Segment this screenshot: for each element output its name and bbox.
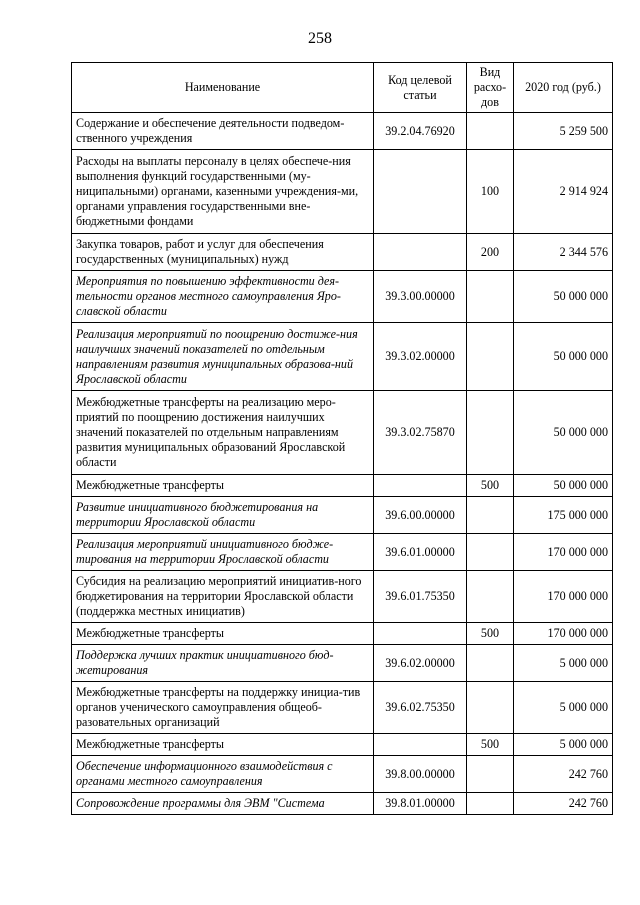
table-body	[72, 113, 613, 815]
row-type-cell	[467, 323, 514, 391]
table-row	[72, 645, 613, 682]
row-name-cell: Мероприятия по повышению эффективности дея-тельности органов местного самоуправления Яро-славской области	[72, 271, 374, 323]
row-type-cell	[467, 793, 514, 815]
row-code-cell: 39.8.01.00000	[374, 793, 467, 815]
row-code-cell: 39.6.01.75350	[374, 571, 467, 623]
row-amount-cell: 50 000 000	[514, 391, 613, 475]
table-row	[72, 571, 613, 623]
row-amount-cell: 242 760	[514, 793, 613, 815]
row-amount-cell: 175 000 000	[514, 497, 613, 534]
row-code-cell: 39.2.04.76920	[374, 113, 467, 150]
page-number: 258	[308, 30, 332, 47]
row-name-cell: Содержание и обеспечение деятельности подведом-ственного учреждения	[72, 113, 374, 150]
header-amount: 2020 год (руб.)	[514, 63, 613, 113]
table-row	[72, 734, 613, 756]
table-row	[72, 756, 613, 793]
table-row	[72, 271, 613, 323]
row-code-cell: 39.8.00.00000	[374, 756, 467, 793]
row-name-cell: Обеспечение информационного взаимодействия с органами местного самоуправления	[72, 756, 374, 793]
row-amount-cell: 170 000 000	[514, 623, 613, 645]
row-type-cell	[467, 682, 514, 734]
table-row	[72, 391, 613, 475]
row-type-cell	[467, 391, 514, 475]
row-code-cell: 39.6.01.00000	[374, 534, 467, 571]
table-row	[72, 623, 613, 645]
row-code-cell: 39.3.02.00000	[374, 323, 467, 391]
row-amount-cell: 50 000 000	[514, 475, 613, 497]
row-amount-cell: 5 259 500	[514, 113, 613, 150]
row-name-cell: Реализация мероприятий по поощрению достиже-ния наилучших значений показателей по отдельным направлениям развития муниципальных образова-ний Ярославской области	[72, 323, 374, 391]
row-code-cell: 39.3.02.75870	[374, 391, 467, 475]
table-row	[72, 475, 613, 497]
row-name-cell: Межбюджетные трансферты	[72, 475, 374, 497]
row-name-cell: Развитие инициативного бюджетирования на территории Ярославской области	[72, 497, 374, 534]
row-amount-cell: 2 914 924	[514, 150, 613, 234]
row-code-cell	[374, 623, 467, 645]
row-name-cell: Межбюджетные трансферты	[72, 734, 374, 756]
row-type-cell	[467, 571, 514, 623]
row-name-cell: Субсидия на реализацию мероприятий инициатив-ного бюджетирования на территории Ярославской области (поддержка местных инициатив)	[72, 571, 374, 623]
table-row	[72, 113, 613, 150]
header-code: Код целевой статьи	[374, 63, 467, 113]
row-amount-cell: 5 000 000	[514, 734, 613, 756]
budget-table	[71, 62, 613, 815]
row-code-cell	[374, 734, 467, 756]
row-type-cell: 500	[467, 734, 514, 756]
row-type-cell: 500	[467, 623, 514, 645]
row-name-cell: Расходы на выплаты персоналу в целях обеспече-ния выполнения функций государственными (му-ниципальными) органами, казенными учреждения-ми, органами управления государственными вне-бюджетными фондами	[72, 150, 374, 234]
table-row	[72, 497, 613, 534]
row-name-cell: Межбюджетные трансферты	[72, 623, 374, 645]
row-code-cell: 39.6.02.75350	[374, 682, 467, 734]
row-amount-cell: 2 344 576	[514, 234, 613, 271]
row-code-cell: 39.6.02.00000	[374, 645, 467, 682]
header-name: Наименование	[72, 63, 374, 113]
row-type-cell	[467, 113, 514, 150]
table-row	[72, 323, 613, 391]
row-name-cell: Закупка товаров, работ и услуг для обеспечения государственных (муниципальных) нужд	[72, 234, 374, 271]
table-row	[72, 234, 613, 271]
table-header-row	[72, 63, 613, 113]
row-amount-cell: 50 000 000	[514, 323, 613, 391]
row-amount-cell: 5 000 000	[514, 645, 613, 682]
table-row	[72, 150, 613, 234]
row-name-cell: Сопровождение программы для ЭВМ "Система	[72, 793, 374, 815]
row-type-cell	[467, 756, 514, 793]
row-type-cell: 500	[467, 475, 514, 497]
row-amount-cell: 5 000 000	[514, 682, 613, 734]
row-code-cell	[374, 150, 467, 234]
table-row	[72, 682, 613, 734]
row-name-cell: Поддержка лучших практик инициативного бюд-жетирования	[72, 645, 374, 682]
row-type-cell	[467, 271, 514, 323]
table-row	[72, 534, 613, 571]
row-amount-cell: 170 000 000	[514, 534, 613, 571]
row-name-cell: Межбюджетные трансферты на реализацию меро-приятий по поощрению достижения наилучших значений показателей по отдельным направлениям развития муниципальных образований Ярославской области	[72, 391, 374, 475]
row-code-cell: 39.6.00.00000	[374, 497, 467, 534]
row-name-cell: Межбюджетные трансферты на поддержку инициа-тив органов ученического самоуправления общеоб-разовательных организаций	[72, 682, 374, 734]
row-code-cell: 39.3.00.00000	[374, 271, 467, 323]
row-type-cell	[467, 645, 514, 682]
row-amount-cell: 50 000 000	[514, 271, 613, 323]
row-amount-cell: 242 760	[514, 756, 613, 793]
row-code-cell	[374, 475, 467, 497]
row-type-cell	[467, 497, 514, 534]
table-row	[72, 793, 613, 815]
row-amount-cell: 170 000 000	[514, 571, 613, 623]
header-type: Вид расхо-дов	[467, 63, 514, 113]
row-type-cell: 100	[467, 150, 514, 234]
row-code-cell	[374, 234, 467, 271]
row-type-cell	[467, 534, 514, 571]
row-name-cell: Реализация мероприятий инициативного бюдже-тирования на территории Ярославской области	[72, 534, 374, 571]
row-type-cell: 200	[467, 234, 514, 271]
